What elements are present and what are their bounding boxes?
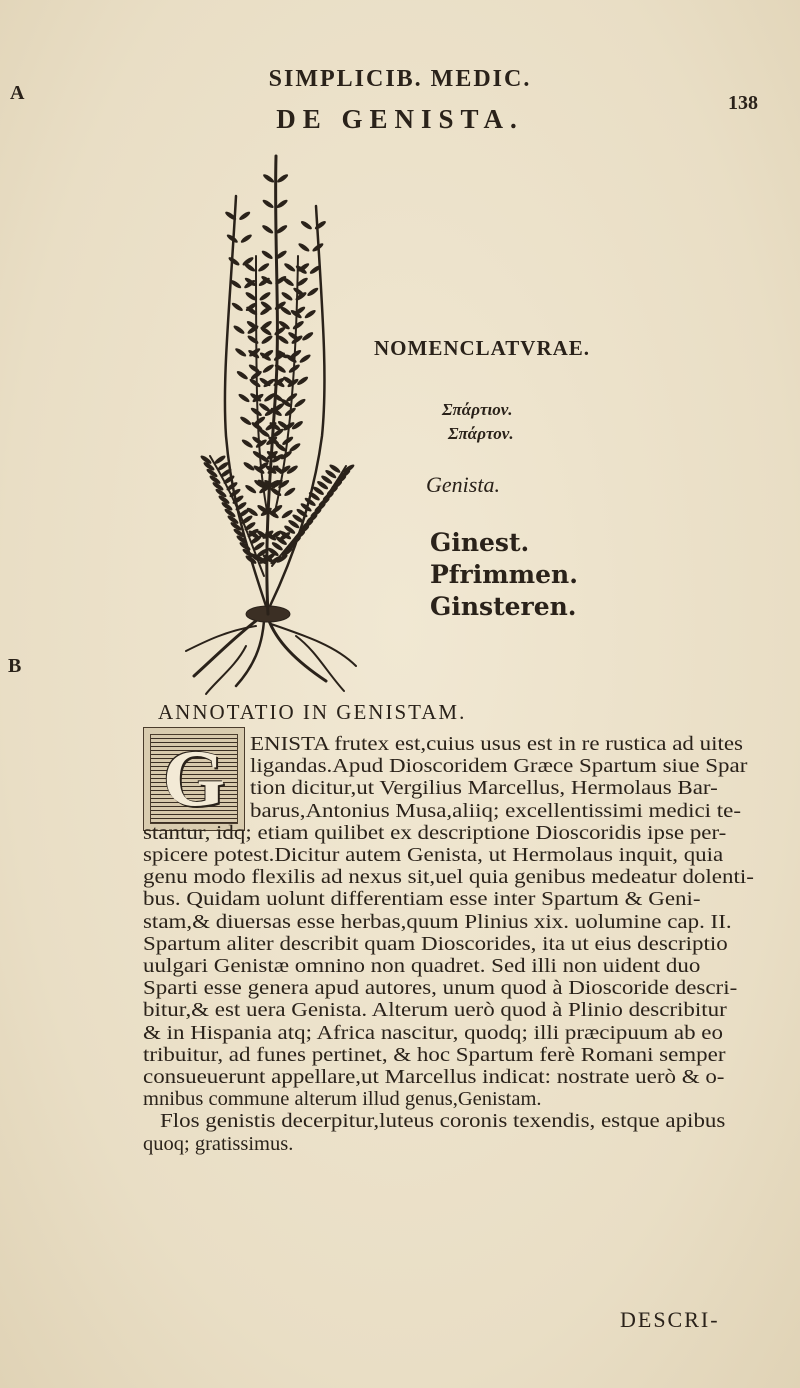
annotation-line: tribuitur, ad funes pertinet, & hoc Spartum ferè Romani semper bbox=[143, 1043, 726, 1066]
plant-leaf bbox=[237, 392, 250, 403]
plant-leaf bbox=[279, 305, 292, 316]
annotation-line: bitur,& est uera Genista. Alterum uerò quod à Plinio describitur bbox=[143, 999, 727, 1022]
plant-leaf bbox=[293, 397, 306, 408]
greek-name-1: Σπάρτιον. bbox=[442, 400, 513, 419]
plant-leaf bbox=[281, 509, 294, 520]
annotation-line: mnibus commune alterum illud genus,Genistam. bbox=[143, 1088, 542, 1111]
plant-leaf bbox=[260, 334, 273, 345]
plant-leaf bbox=[282, 276, 295, 287]
plant-leaf bbox=[244, 484, 257, 495]
decorated-initial bbox=[143, 727, 245, 831]
annotation-line: consueuerunt appellare,ut Marcellus indicat: nostrate uerò & o- bbox=[143, 1066, 725, 1088]
annotation-line: stantur, idq; etiam quilibet ex descriptione Dioscoridis ipse per- bbox=[143, 821, 727, 844]
plant-leaf bbox=[246, 334, 259, 345]
plant-leaf bbox=[276, 198, 289, 209]
running-header-line1: SIMPLICIB. MEDIC. bbox=[268, 66, 532, 92]
genista-plant-woodcut bbox=[176, 136, 376, 696]
plant-leaf bbox=[261, 249, 274, 260]
catchword: DESCRI- bbox=[620, 1307, 720, 1332]
annotation-line: ENISTA frutex est,cuius usus est in re rustica ad uites bbox=[250, 733, 743, 755]
plant-leaf bbox=[261, 224, 274, 235]
plant-leaf bbox=[301, 331, 314, 342]
plant-leaf bbox=[250, 406, 263, 417]
plant-leaf bbox=[262, 198, 275, 209]
plant-leaf bbox=[232, 324, 245, 335]
greek-name-2: Σπάρτον. bbox=[448, 424, 514, 443]
annotation-line: bus. Quidam uolunt differentiam esse inter Spartum & Geni- bbox=[143, 888, 701, 911]
annotation-line: ligandas.Apud Dioscoridem Græce Spartum siue Spar bbox=[250, 755, 748, 778]
plant-leaf bbox=[239, 415, 252, 426]
annotation-line: stam,& diuersas esse herbas,quum Plinius xix. uolumine cap. II. bbox=[143, 910, 732, 933]
annotation-line: genu modo flexilis ad nexus sit,uel quia genibus medeatur dolenti- bbox=[143, 866, 754, 889]
plant-leaf bbox=[241, 438, 254, 449]
margin-letter-a: A bbox=[10, 82, 25, 104]
annotation-title: ANNOTATIO IN GENISTAM. bbox=[158, 700, 467, 724]
nomenclature-title: NOMENCLATVRAE. bbox=[374, 336, 591, 360]
plant-leaf bbox=[276, 173, 289, 184]
annotation-line: tion dicitur,ut Vergilius Marcellus, Hermolaus Bar- bbox=[250, 777, 718, 800]
plant-leaf bbox=[304, 309, 317, 320]
plant-leaf bbox=[262, 173, 275, 184]
plant-leaf bbox=[283, 262, 296, 273]
plant-leaf bbox=[292, 320, 305, 331]
annotation-line: uulgari Genistæ omnino non quadret. Sed illi non uident duo bbox=[143, 955, 701, 977]
plant-leaf bbox=[234, 347, 247, 358]
annotation-line: Sparti esse genera apud autores, unum quod à Dioscoride descri- bbox=[143, 977, 738, 1000]
plant-leaf bbox=[258, 291, 271, 302]
annotation-line: spicere potest.Dicitur autem Genista, ut Hermolaus inquit, quia bbox=[143, 844, 724, 866]
plant-leaf bbox=[257, 262, 270, 273]
plant-leaf bbox=[280, 291, 293, 302]
german-name-1: Ginest. bbox=[430, 528, 530, 557]
annotation-line: & in Hispania atq; Africa nascitur, quodq; illi præcipuum ab eo bbox=[143, 1021, 723, 1044]
latin-name: Genista. bbox=[426, 472, 500, 497]
page-number: 138 bbox=[728, 92, 758, 114]
plant-leaf bbox=[231, 301, 244, 312]
annotation-line: Flos genistis decerpitur,luteus coronis texendis, estque apibus bbox=[160, 1110, 726, 1133]
plant-leaf bbox=[248, 363, 261, 374]
plant-leaf bbox=[300, 220, 313, 231]
plant-leaf bbox=[236, 370, 249, 381]
margin-letter-b: B bbox=[8, 655, 22, 677]
running-header-line2: DE GENISTA. bbox=[276, 104, 524, 134]
plant-leaf bbox=[299, 353, 312, 364]
plant-leaf bbox=[283, 486, 296, 497]
plant-leaf bbox=[252, 450, 265, 461]
plant-leaf bbox=[306, 286, 319, 297]
plant-leaf bbox=[238, 210, 251, 221]
plant-leaf bbox=[243, 262, 256, 273]
german-name-3: Ginsteren. bbox=[430, 592, 577, 621]
annotation-line: quoq; gratissimus. bbox=[143, 1132, 294, 1155]
plant-leaf bbox=[240, 233, 253, 244]
plant-leaf bbox=[297, 242, 310, 253]
annotation-line: Spartum aliter describit quam Dioscorides, ita ut eius descriptio bbox=[143, 932, 728, 955]
german-name-2: Pfrimmen. bbox=[430, 560, 578, 589]
plant-leaf bbox=[227, 256, 240, 267]
plant-leaf bbox=[262, 363, 275, 374]
initial-letter: G bbox=[162, 735, 226, 823]
annotation-line: barus,Antonius Musa,aliiq; excellentissimi medici te- bbox=[250, 799, 741, 822]
